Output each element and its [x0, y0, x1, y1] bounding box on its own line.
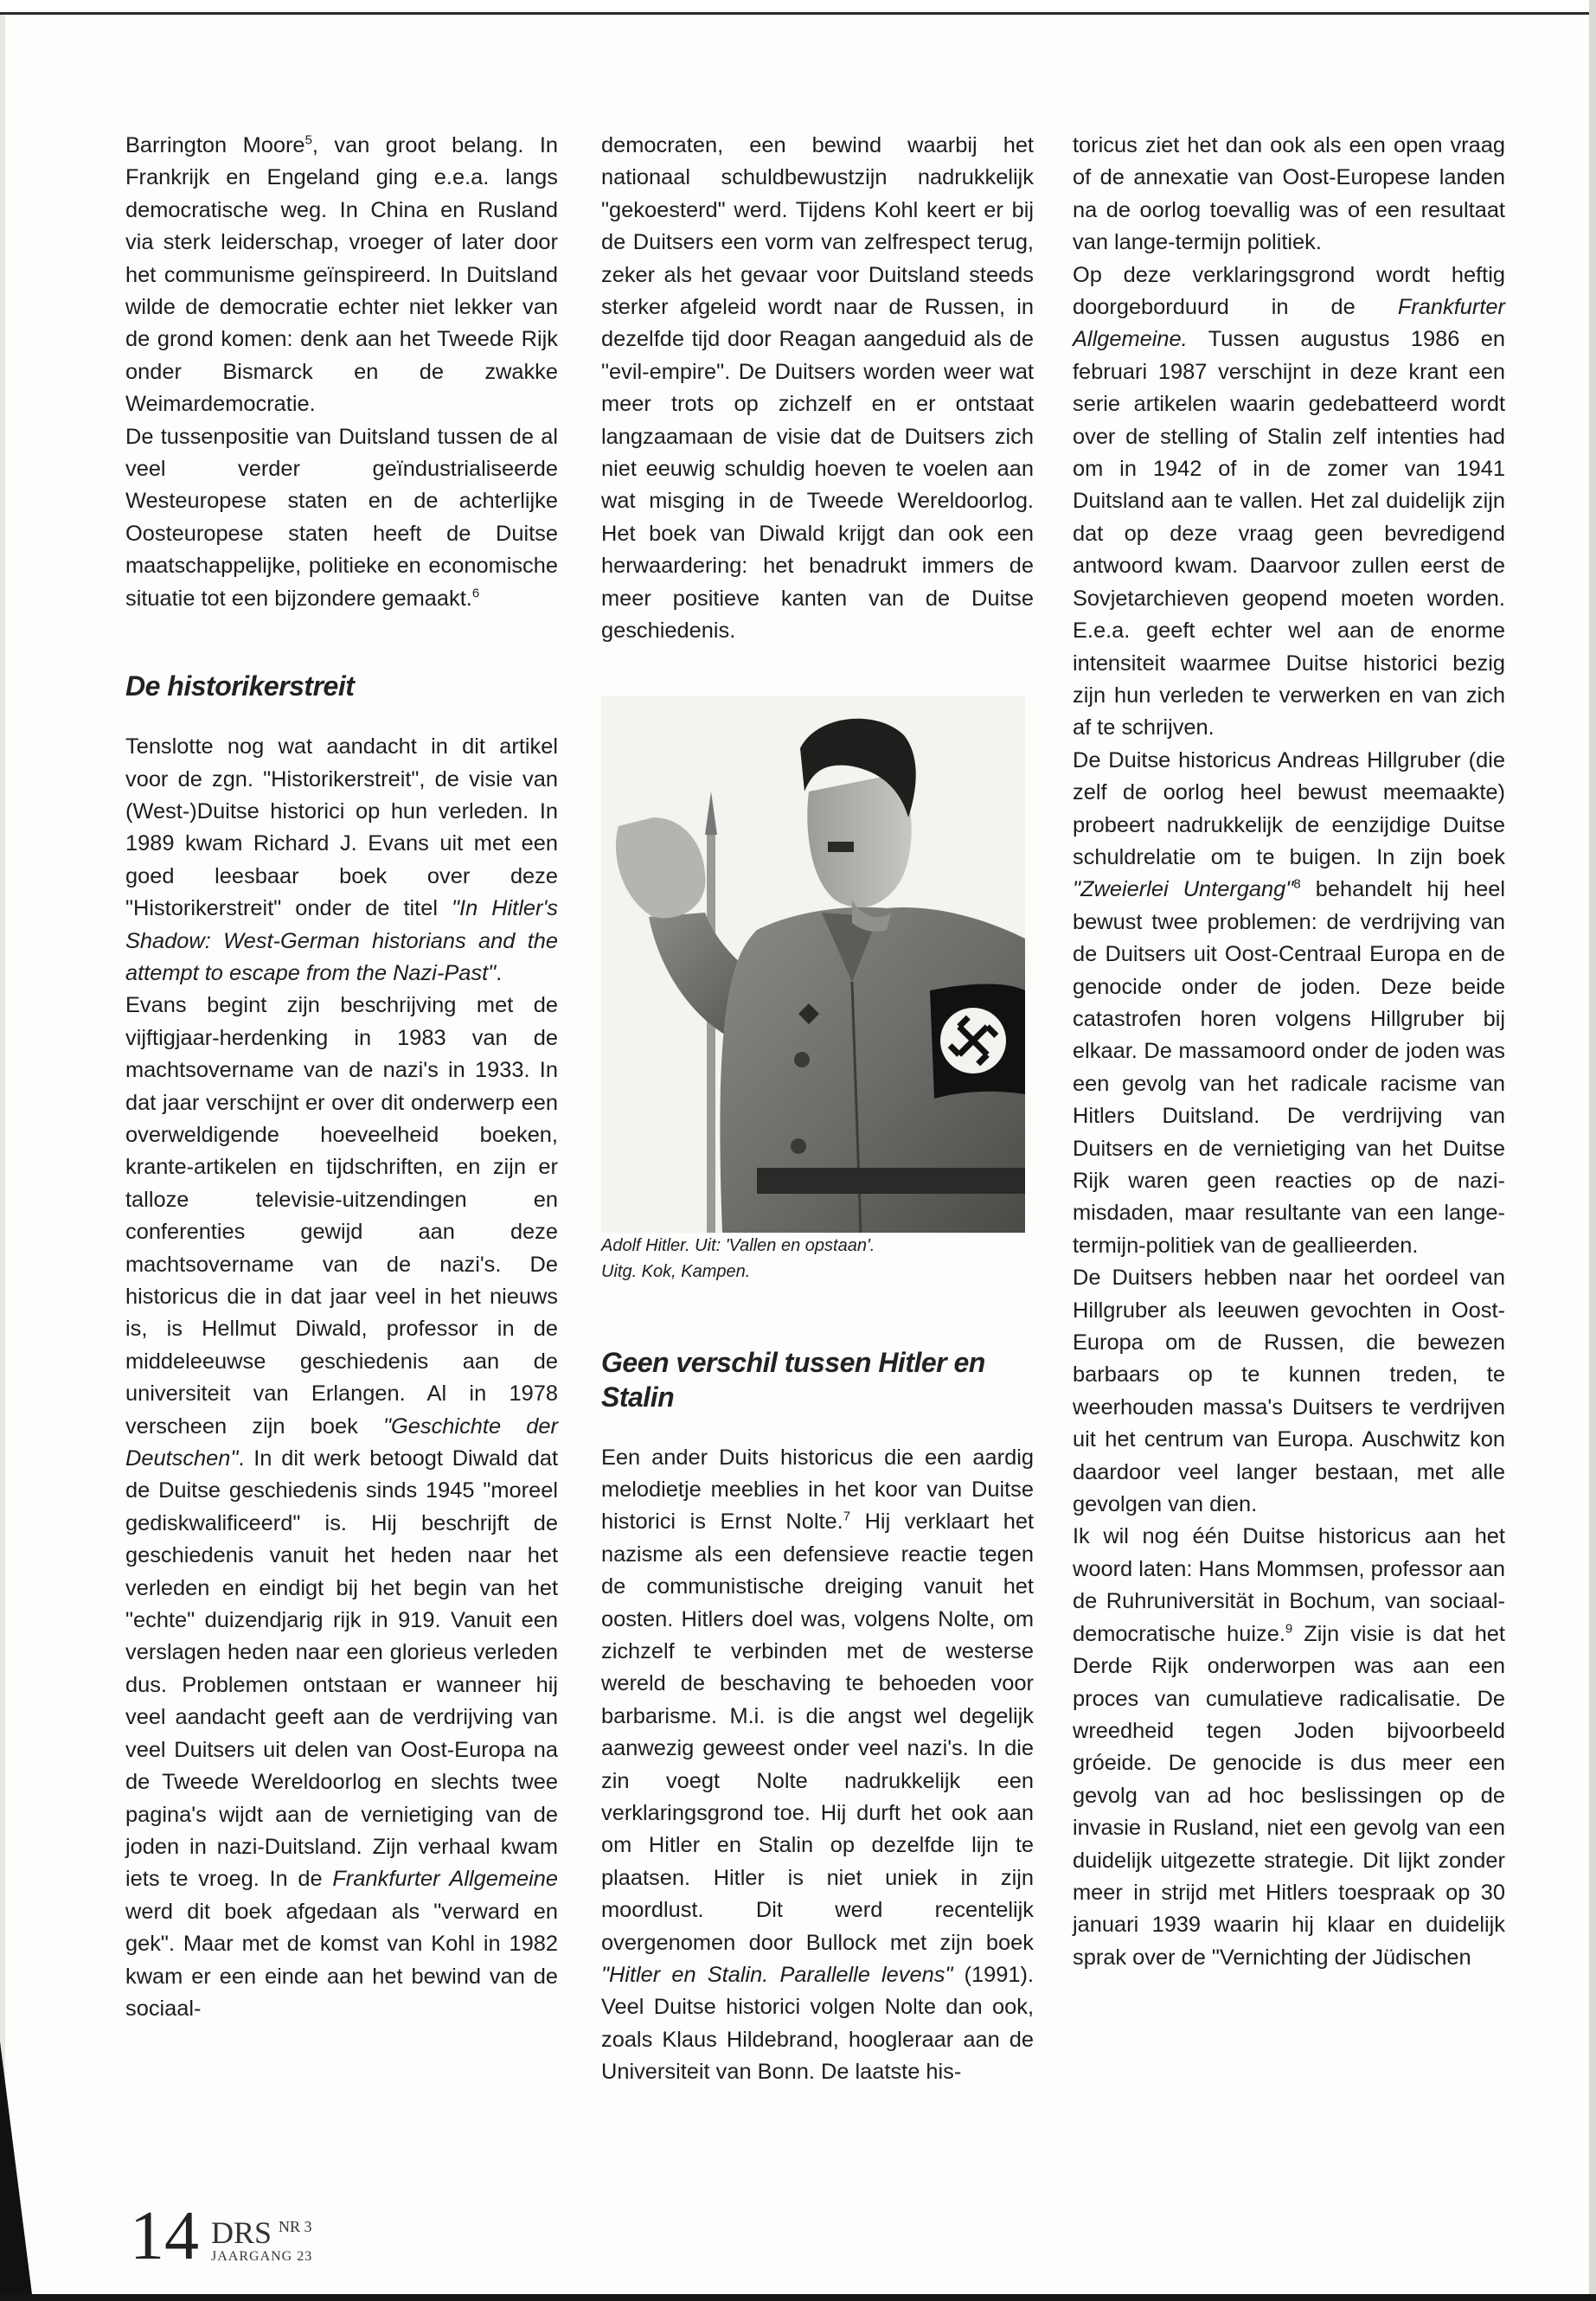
hitler-photo: [601, 696, 1025, 1233]
page-number: 14: [130, 2198, 199, 2274]
col3-paragraph-4: De Duitsers hebben naar het oordeel van Hillgruber als leeuwen gevochten in Oost-Europa om de Russen, die bewezen barbaars op te kunnen treden, te weerhouden massa's Duitsers te verdrijven uit het centrum van Europa. Auschwitz kon daardoor veel langer bestaan, met alle gevolgen van dien.: [1073, 1266, 1505, 1517]
col3-paragraph-5: Ik wil nog één Duitse historicus aan het woord laten: Hans Mommsen, professor aan de Ruhruniversität in Bochum, van sociaal-democratische huize.$^9$ Zijn visie is dat het Derde Rijk onderworpen was aan een proces van cumulatieve radicalisatie. De wreedheid tegen Joden bijvoorbeeld gróeide. De genocide is dus meer een gevolg van ad hoc beslissingen op de invasie in Rusland, niet een gevolg van een duidelijk uitgezette strategie. Dit lijkt zonder meer in strijd met Hitlers toespraak op 30 januari 1939 waarin hij klaar en duidelijk sprak over de "Vernichting der Jüdischen: [1073, 1524, 1505, 1970]
col2-paragraph-2: Een ander Duits historicus die een aardig melodietje meeblies in het koor van Duitse historici is Ernst Nolte.$^7$ Hij verklaart het nazisme als een defensieve reactie tegen de communistische dreiging vanuit het oosten. Hitlers doel was, volgens Nolte, om zichzelf te verbinden met de westerse wereld de beschaving te behoeden voor barbarisme. M.i. is die angst wel degelijk aanwezig geweest onder veel nazi's. In die zin voegt Nolte nadrukkelijk een verklaringsgrond toe. Hij durft het ook aan om Hitler en Stalin op dezelfde lijn te plaatsen. Hitler is niet uniek in zijn moordlust. Dit werd recentelijk overgenomen door Bullock met zijn boek "Hitler en Stalin. Parallelle levens" (1991). Veel Duitse historici volgen Nolte dan ook, zoals Klaus Hildebrand, hoogleraar aan de Universiteit van Bonn. De laatste his-: [601, 1445, 1034, 2085]
scan-edge-bottom: [0, 2294, 1596, 2301]
col1-paragraph-4: Evans begint zijn beschrijving met de vijftigjaar-herdenking in 1983 van de machtsovername van de nazi's in 1933. In dat jaar verschijnt er over dit onderwerp een overweldigende hoeveelheid boeken, krante-artikelen en tijdschriften, en zijn er talloze televisie-uitzendingen en conferenties gewijd aan deze machtsovername van de nazi's. De historicus die in dat jaar veel in het nieuws is, is Hellmut Diwald, professor in de middeleeuwse geschiedenis aan de universiteit van Erlangen. Al in 1978 verscheen zijn boek "Geschichte der Deutschen". In dit werk betoogt Diwald dat de Duitse geschiedenis sinds 1945 "moreel gediskwalificeerd" is. Hij beschrijft de geschiedenis vanuit het heden naar het verleden en eindigt bij het begin van het "echte" duizendjarig rijk in 919. Vanuit een verslagen heden naar een glorieus verleden dus. Problemen ontstaan er wanneer hij veel aandacht geeft aan de verdrijving van veel Duitsers uit delen van Oost-Europa na de Tweede Wereldoorlog en slechts twee pagina's wijdt aan de vernietiging van de joden in nazi-Duitsland. Zijn verhaal kwam iets te vroeg. In de Frankfurter Allgemeine werd dit boek afgedaan als "verward en gek". Maar met de komst van Kohl in 1982 kwam er een einde aan het bewind van de sociaal-: [125, 993, 559, 2021]
magazine-name: DRS: [211, 2215, 272, 2250]
scan-shadow-corner: [0, 2041, 33, 2301]
col1-paragraph-1: Barrington Moore$^5$, van groot belang. In Frankrijk en Engeland ging e.e.a. langs democratische weg. In China en Rusland via sterk leiderschap, vroeger of later door het communisme geïnspireerd. In Duitsland wilde de democratie echter niet lekker van de grond komen: denk aan het Tweede Rijk onder Bismarck en de zwakke Weimardemocratie.: [125, 132, 559, 417]
volume-label: JAARGANG 23: [211, 2249, 313, 2264]
column-2: [601, 130, 1034, 2089]
magazine-info: [211, 2215, 313, 2266]
flagpole: [707, 826, 715, 1233]
col1-paragraph-2: De tussenpositie van Duitsland tussen de al veel verder geïndustrialiseerde Westeuropese staten en de achterlijke Oosteuropese staten heeft de Duitse maatschappelijke, politieke en economische situatie tot een bijzondere gemaakt.$^6$: [125, 424, 558, 611]
hitler-photo-illustration: [601, 696, 1025, 1233]
col2-paragraph-1: democraten, een bewind waarbij het nationaal schuldbewustzijn nadrukkelijk "gekoesterd" werd. Tijdens Kohl keert er bij de Duitsers een vorm van zelfrespect terug, zeker als het gevaar voor Duitsland steeds sterker afgeleid wordt naar de Russen, in dezelfde tijd door Reagan aangeduid als de "evil-empire". De Duitsers worden weer wat meer trots op zichzelf en er ontstaat langzaamaan de visie dat de Duitsers zich niet eeuwig schuldig hoeven te voelen aan wat misging in de Tweede Wereldoorlog. Het boek van Diwald krijgt dan ook een herwaardering: het benadrukt immers de meer positieve kanten van de Duitse geschiedenis.: [601, 133, 1034, 644]
column-3: [1073, 130, 1505, 1974]
col1-paragraph-3: Tenslotte nog wat aandacht in dit artikel voor de zgn. "Historikerstreit", de visie van (West-)Duitse historici op hun verleden. In 1989 kwam Richard J. Evans uit met een goed leesbaar boek over deze "Historikerstreit" onder de titel "In Hitler's Shadow: West-German historians and the attempt to escape from the Nazi-Past".: [125, 734, 558, 985]
scan-edge-right: [1589, 0, 1596, 2301]
column-1: [125, 130, 558, 2025]
section-heading-hitler-stalin: Geen verschil tussen Hitler en Stalin: [601, 1346, 985, 1413]
col3-paragraph-2: Op deze verklaringsgrond wordt heftig doorgeborduurd in de Frankfurter Allgemeine. Tussen augustus 1986 en februari 1987 verschijnt in deze krant een serie artikelen waarin gedebatteerd wordt over de stelling of Stalin zelf intenties had om in 1942 of in de zomer van 1941 Duitsland aan te vallen. Het zal duidelijk zijn dat op deze vraag geen bevredigend antwoord kwam. Daarvoor zullen eerst de Sovjetarchieven geopend moeten worden. E.e.a. geeft echter wel aan de enorme intensiteit waarmee Duitse historici bezig zijn hun verleden te verwerken en van zich af te schrijven.: [1073, 262, 1505, 740]
section-heading-historikerstreit: De historikerstreit: [125, 670, 355, 702]
page-footer: [130, 2198, 313, 2274]
issue-number: NR 3: [279, 2218, 312, 2235]
scan-edge-top: [0, 0, 1596, 15]
photo-caption: Adolf Hitler. Uit: 'Vallen en opstaan'. Uitg. Kok, Kampen.: [601, 1235, 875, 1281]
scan-edge-left: [0, 0, 5, 2301]
col3-paragraph-1: toricus ziet het dan ook als een open vraag of de annexatie van Oost-Europese landen na de oorlog toevallig was of een resultaat van lange-termijn politiek.: [1073, 133, 1505, 255]
moustache: [828, 842, 854, 852]
belt: [757, 1168, 1025, 1194]
col3-paragraph-3: De Duitse historicus Andreas Hillgruber (die zelf de oorlog heel bewust meemaakte) probeert nadrukkelijk de eenzijdige Duitse schuldrelatie om te buigen. In zijn boek "Zweierlei Untergang"$^8$ behandelt hij heel bewust twee problemen: de verdrijving van de Duitsers uit Oost-Centraal Europa en de genocide onder de joden. Deze beide catastrofen horen volgens Hillgruber bij elkaar. De massamoord onder de joden was een gevolg van het radicale racisme van Hitlers Duitsland. De verdrijving van Duitsers en de vernietiging van het Duitse Rijk waren geen reacties op de nazi-misdaden, maar resultante van een lange-termijn-politiek van de geallieerden.: [1073, 747, 1505, 1258]
